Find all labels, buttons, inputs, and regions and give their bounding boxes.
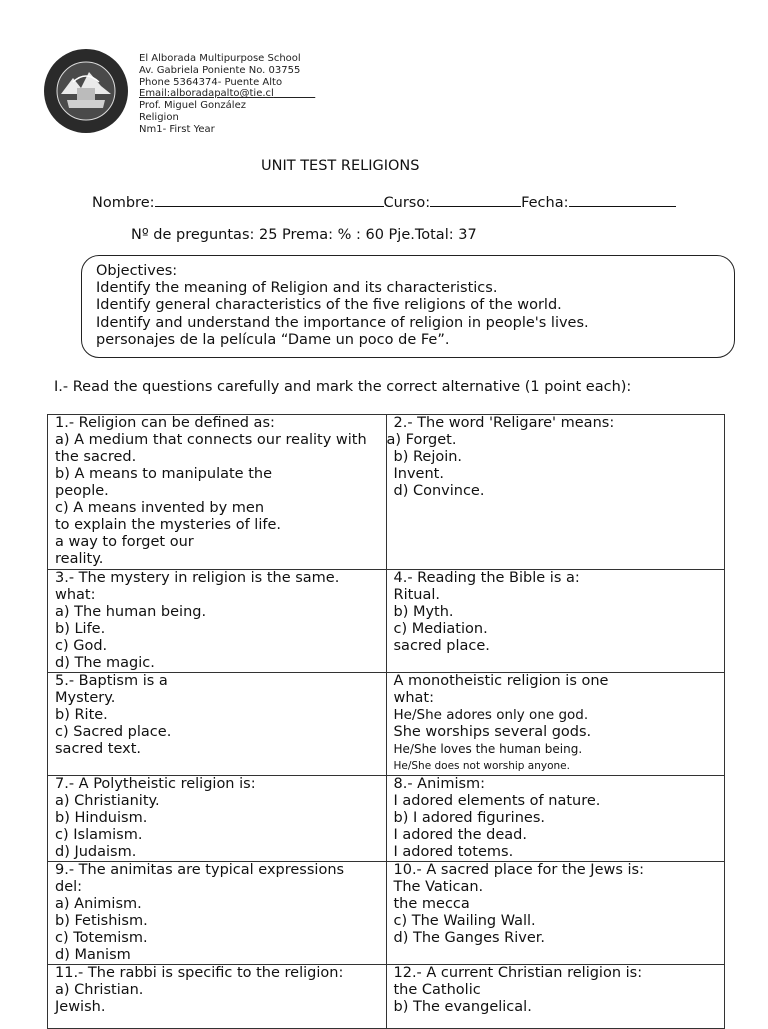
nombre-field[interactable] — [155, 192, 384, 207]
option-a[interactable]: I adored elements of nature. — [393, 793, 601, 809]
school-address: Av. Gabriela Poniente No. 03755 — [139, 64, 301, 76]
option-c[interactable]: I adored the dead. — [393, 827, 527, 843]
section-instructions: I.- Read the questions carefully and mark the correct alternative (1 point each): — [54, 379, 632, 395]
table-row — [48, 862, 725, 965]
question-cell — [48, 415, 387, 570]
fecha-field[interactable] — [569, 192, 676, 207]
option-c[interactable]: c) A means invented by men — [55, 500, 265, 516]
option-b[interactable]: b) Myth. — [393, 604, 454, 620]
question-cell — [386, 673, 725, 776]
curso-label: Curso: — [383, 195, 431, 211]
table-row — [48, 965, 725, 1029]
school-phone: Phone 5364374- Puente Alto — [139, 76, 283, 88]
student-fields — [92, 192, 676, 211]
question-text: 7.- A Polytheistic religion is: — [55, 776, 256, 792]
objective-item: Identify general characteristics of the five religions of the world. — [96, 297, 562, 314]
option-d[interactable]: He/She does not worship anyone. — [393, 760, 570, 772]
objective-item: Identify the meaning of Religion and its characteristics. — [96, 280, 498, 297]
question-text: 1.- Religion can be defined as: — [55, 415, 275, 431]
option-d[interactable]: I adored totems. — [393, 844, 514, 860]
table-row — [48, 570, 725, 673]
table-row — [48, 673, 725, 776]
question-cell — [48, 965, 387, 1029]
objectives-heading: Objectives: — [96, 263, 178, 279]
question-text: 4.- Reading the Bible is a: — [393, 570, 580, 586]
school-email: Email:alboradapalto@tie.cl — [139, 88, 274, 100]
question-cell — [386, 965, 725, 1029]
school-info — [139, 53, 315, 136]
option-c[interactable]: He/She loves the human being. — [393, 742, 583, 756]
question-text: 10.- A sacred place for the Jews is: — [393, 862, 644, 878]
question-text: 9.- The animitas are typical expressions — [55, 862, 345, 878]
option-b[interactable]: the mecca — [393, 896, 470, 912]
option-c[interactable]: c) Mediation. — [393, 621, 488, 637]
test-meta-info: Nº de preguntas: 25 Prema: % : 60 Pje.Total: 37 — [131, 227, 477, 243]
school-name: El Alborada Multipurpose School — [139, 53, 301, 64]
objectives-box — [81, 255, 735, 358]
option-b[interactable]: She worships several gods. — [393, 724, 592, 740]
question-text: what: — [393, 690, 435, 706]
question-cell — [48, 862, 387, 965]
curso-field[interactable] — [430, 192, 521, 207]
subject: Religion — [139, 111, 179, 123]
fecha-label: Fecha: — [521, 195, 569, 211]
option-b[interactable]: b) Life. — [55, 621, 106, 637]
table-row — [48, 776, 725, 862]
option-b[interactable]: b) Hinduism. — [55, 810, 148, 826]
option-a[interactable]: the Catholic — [393, 982, 481, 998]
question-text: A monotheistic religion is one — [393, 673, 609, 689]
option-d[interactable]: d) Judaism. — [55, 844, 137, 860]
option-d[interactable]: d) The magic. — [55, 655, 155, 671]
objective-item: Identify and understand the importance of religion in people's lives. — [96, 314, 589, 331]
question-cell — [386, 862, 725, 965]
question-cell — [48, 570, 387, 673]
page-title: UNIT TEST RELIGIONS — [261, 158, 420, 174]
option-d[interactable]: d) Convince. — [393, 483, 485, 499]
option-a[interactable]: The Vatican. — [393, 879, 484, 895]
option-b[interactable]: b) I adored figurines. — [393, 810, 545, 826]
option-c[interactable]: c) God. — [55, 638, 108, 654]
question-cell — [386, 415, 725, 570]
option-b[interactable]: b) Rite. — [55, 707, 108, 723]
option-b[interactable]: b) Rejoin. — [393, 449, 463, 465]
question-text: what: — [55, 587, 96, 603]
question-text: 8.- Animism: — [393, 776, 486, 792]
school-seal-logo — [43, 48, 129, 134]
question-cell — [48, 673, 387, 776]
question-text: 11.- The rabbi is specific to the religion: — [55, 965, 344, 981]
option-c[interactable]: c) The Wailing Wall. — [393, 913, 536, 929]
option-d[interactable]: a way to forget our — [55, 534, 194, 550]
question-cell — [48, 776, 387, 862]
option-a[interactable]: a) Christian. — [55, 982, 144, 998]
option-a[interactable]: a) The human being. — [55, 604, 207, 620]
option-a[interactable]: a) A medium that connects our reality with — [55, 432, 367, 448]
option-text: to explain the mysteries of life. — [55, 517, 281, 533]
question-text: 2.- The word 'Religare' means: — [393, 415, 615, 431]
grade-level: Nm1- First Year — [139, 123, 215, 135]
option-a[interactable]: Ritual. — [393, 587, 441, 603]
question-text: 3.- The mystery in religion is the same. — [55, 570, 340, 586]
option-text: people. — [55, 483, 109, 499]
option-d[interactable]: sacred text. — [55, 741, 142, 757]
option-b[interactable]: b) The evangelical. — [393, 999, 532, 1015]
option-a[interactable]: He/She adores only one god. — [393, 707, 589, 723]
option-a[interactable]: Mystery. — [55, 690, 116, 706]
option-text: reality. — [55, 551, 104, 567]
nombre-label: Nombre: — [92, 195, 155, 211]
question-cell — [386, 776, 725, 862]
question-text: del: — [55, 879, 83, 895]
question-text: 12.- A current Christian religion is: — [393, 965, 643, 981]
option-a[interactable]: a) Animism. — [55, 896, 142, 912]
option-c[interactable]: c) Islamism. — [55, 827, 143, 843]
option-text: the sacred. — [55, 449, 137, 465]
option-b[interactable]: b) A means to manipulate the — [55, 466, 272, 482]
objective-item: personajes de la película “Dame un poco de Fe”. — [96, 331, 450, 348]
option-d[interactable]: sacred place. — [393, 638, 490, 654]
option-a[interactable]: a) Forget. — [386, 432, 457, 448]
option-c[interactable]: c) Sacred place. — [55, 724, 172, 740]
option-b[interactable]: b) Fetishism. — [55, 913, 148, 929]
option-a[interactable]: a) Christianity. — [55, 793, 160, 809]
option-d[interactable]: d) Manism — [55, 947, 131, 963]
teacher-name: Prof. Miguel González — [139, 100, 246, 112]
table-row — [48, 415, 725, 570]
option-c[interactable]: c) Totemism. — [55, 930, 148, 946]
option-b[interactable]: Jewish. — [55, 999, 106, 1015]
question-text: 5.- Baptism is a — [55, 673, 168, 689]
question-cell — [386, 570, 725, 673]
option-d[interactable]: d) The Ganges River. — [393, 930, 545, 946]
questions-table — [47, 414, 725, 1029]
option-c[interactable]: Invent. — [393, 466, 444, 482]
